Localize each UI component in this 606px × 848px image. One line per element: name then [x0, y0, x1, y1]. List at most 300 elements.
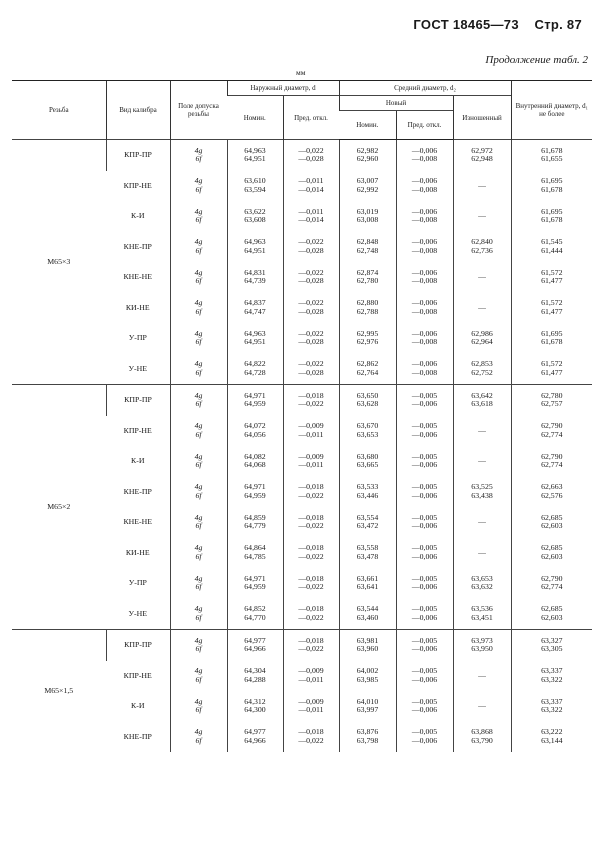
thread-cell: М65×2 [12, 385, 106, 630]
unit-label: мм [296, 68, 306, 77]
worn-cell-value: 62,853 [471, 359, 493, 369]
d2-deviation-cell-value: —0,006 [411, 490, 438, 500]
d-nominal-cell [227, 293, 283, 324]
d1-cell-value: 63,144 [541, 735, 563, 745]
d2-deviation-cell-value: —0,005 [411, 666, 438, 676]
d1-cell [511, 354, 592, 385]
d-nominal-cell [227, 691, 283, 722]
d2-nominal-cell-value: 62,748 [356, 245, 379, 255]
worn-cell-value: 63,536 [471, 604, 493, 614]
d2-deviation-cell [396, 568, 453, 599]
d-nominal-cell [227, 477, 283, 508]
d1-cell-value: 61,572 [541, 267, 563, 277]
table-continuation-label: Продолжение табл. 2 [485, 54, 588, 66]
d2-deviation-cell [396, 416, 453, 447]
d2-deviation-cell-value: —0,008 [411, 245, 438, 255]
d-nominal-cell-value: 64,072 [244, 421, 266, 431]
d2-deviation-cell-value: —0,005 [411, 635, 438, 645]
d-nominal-cell-value: 64,068 [244, 460, 266, 470]
gauge-type-cell: У-ПР [128, 578, 147, 587]
worn-cell-value: 63,950 [471, 644, 493, 654]
d-deviation-cell-value: —0,009 [298, 451, 324, 461]
d-deviation-cell [283, 630, 339, 661]
d2-nominal-cell-value: 62,780 [356, 276, 379, 286]
thread-cell: М65×1,5 [12, 630, 106, 753]
header-new: Новый [339, 96, 453, 111]
tolerance-cell-value: 4g [194, 267, 203, 277]
d2-nominal-cell [339, 232, 396, 263]
worn-cell [453, 385, 511, 416]
tolerance-cell [170, 507, 227, 538]
worn-cell-value: 63,790 [471, 735, 493, 745]
d-nominal-cell-value: 64,977 [244, 727, 266, 737]
d-nominal-cell [227, 446, 283, 477]
d-nominal-cell-value: 64,951 [244, 337, 266, 347]
d-deviation-cell-value: —0,022 [298, 551, 324, 561]
worn-cell-value: 63,438 [471, 490, 493, 500]
d-nominal-cell-value: 63,622 [244, 206, 266, 216]
d-deviation-cell-value: —0,022 [298, 612, 324, 622]
tolerance-cell [170, 722, 227, 753]
d1-cell-value: 63,305 [541, 644, 563, 654]
header-inner-diameter: Внутренний диаметр, d₁ не более [511, 81, 592, 140]
d2-nominal-cell-value: 62,862 [356, 359, 379, 369]
d-deviation-cell [283, 262, 339, 293]
d2-nominal-cell-value: 63,554 [356, 512, 379, 522]
d1-cell [511, 323, 592, 354]
d-nominal-cell-value: 64,864 [244, 543, 266, 553]
d-deviation-cell-value: —0,018 [298, 512, 324, 522]
worn-cell-value: — [478, 425, 486, 435]
d-deviation-cell-value: —0,009 [298, 666, 324, 676]
tolerance-cell [170, 385, 227, 416]
d2-deviation-cell [396, 323, 453, 354]
d1-cell-value: 63,337 [541, 696, 563, 706]
d2-nominal-cell [339, 722, 396, 753]
page-header [413, 17, 582, 32]
tolerance-cell-value: 4g [194, 666, 203, 676]
worn-cell [453, 293, 511, 324]
d-nominal-cell-value: 64,056 [244, 429, 266, 439]
d2-deviation-cell-value: —0,005 [411, 482, 438, 492]
tolerance-cell [170, 293, 227, 324]
worn-cell [453, 568, 511, 599]
worn-cell [453, 416, 511, 447]
tolerance-cell [170, 661, 227, 692]
d1-cell [511, 722, 592, 753]
d2-deviation-cell [396, 354, 453, 385]
d2-nominal-cell-value: 63,019 [356, 206, 379, 216]
d2-nominal-cell [339, 507, 396, 538]
tolerance-cell-value: 6f [195, 460, 202, 470]
d-nominal-cell-value: 64,852 [244, 604, 266, 614]
d2-deviation-cell-value: —0,005 [411, 696, 438, 706]
d2-deviation-cell [396, 171, 453, 202]
gauge-type-cell: КПР-ПР [106, 630, 170, 661]
d2-nominal-cell-value: 63,478 [356, 551, 379, 561]
worn-cell-value: 62,986 [471, 328, 493, 338]
d2-nominal-cell [339, 262, 396, 293]
d2-deviation-cell [396, 722, 453, 753]
gauge-type-cell: КПР-ПР [106, 385, 170, 416]
d-nominal-cell [227, 323, 283, 354]
d2-nominal-cell-value: 62,848 [356, 237, 379, 247]
d2-nominal-cell-value: 63,472 [356, 521, 379, 531]
d-deviation-cell-value: —0,009 [298, 421, 324, 431]
worn-cell-value: 63,451 [471, 612, 493, 622]
d-nominal-cell [227, 354, 283, 385]
d1-cell-value: 62,603 [541, 551, 563, 561]
d2-deviation-cell-value: —0,006 [411, 644, 438, 654]
d-nominal-cell [227, 722, 283, 753]
d-deviation-cell-value: —0,028 [298, 245, 324, 255]
d1-cell [511, 262, 592, 293]
d1-cell-value: 63,327 [541, 635, 563, 645]
d2-deviation-cell-value: —0,008 [411, 215, 438, 225]
d2-deviation-cell-value: —0,006 [411, 521, 438, 531]
tolerance-cell-value: 6f [195, 644, 202, 654]
d1-cell [511, 538, 592, 569]
table-body [12, 140, 592, 753]
d-nominal-cell [227, 661, 283, 692]
d-nominal-cell [227, 232, 283, 263]
tolerance-cell-value: 6f [195, 674, 202, 684]
tolerance-cell-value: 6f [195, 551, 202, 561]
d2-nominal-cell-value: 63,997 [356, 705, 379, 715]
tolerance-cell-value: 4g [194, 206, 203, 216]
d-deviation-cell-value: —0,011 [298, 460, 324, 470]
d-deviation-cell [283, 385, 339, 416]
gauge-type-cell: КНЕ-НЕ [123, 517, 153, 526]
worn-cell-value: 62,736 [471, 245, 493, 255]
tolerance-cell [170, 691, 227, 722]
d-deviation-cell-value: —0,018 [298, 727, 324, 737]
gauge-type-cell: У-ПР [128, 333, 147, 342]
page-number: Стр. 87 [534, 17, 582, 32]
worn-cell [453, 262, 511, 293]
d-nominal-cell-value: 64,951 [244, 245, 266, 255]
worn-cell [453, 691, 511, 722]
d2-nominal-cell-value: 63,007 [356, 176, 379, 186]
worn-cell-value: — [478, 211, 486, 220]
d1-cell-value: 62,780 [541, 390, 563, 400]
d1-cell [511, 477, 592, 508]
d-nominal-cell-value: 64,971 [244, 482, 266, 492]
gauge-type-cell: КИ-НЕ [125, 547, 150, 557]
d-deviation-cell-value: —0,022 [298, 582, 324, 592]
d2-nominal-cell-value: 64,010 [356, 696, 379, 706]
standard-number: ГОСТ 18465—73 [413, 17, 519, 32]
d1-cell [511, 385, 592, 416]
d-deviation-cell-value: —0,011 [298, 674, 324, 684]
d1-cell [511, 691, 592, 722]
gauge-type-cell: КПР-НЕ [123, 180, 152, 190]
d-nominal-cell [227, 262, 283, 293]
header-d-limit-dev: Пред. откл. [283, 96, 339, 140]
tolerance-cell-value: 4g [194, 359, 203, 369]
d-deviation-cell [283, 232, 339, 263]
d-nominal-cell-value: 64,859 [244, 512, 266, 522]
d2-deviation-cell [396, 140, 453, 171]
d-deviation-cell-value: —0,014 [298, 215, 324, 225]
d-nominal-cell [227, 171, 283, 202]
d1-cell [511, 293, 592, 324]
d-nominal-cell [227, 568, 283, 599]
tolerance-cell [170, 416, 227, 447]
tolerance-cell-value: 6f [195, 306, 202, 316]
d-deviation-cell [283, 171, 339, 202]
worn-cell-value: 62,840 [471, 237, 493, 247]
d2-nominal-cell [339, 385, 396, 416]
d2-nominal-cell [339, 661, 396, 692]
gauge-type-cell: КПР-НЕ [123, 670, 152, 680]
d2-nominal-cell [339, 599, 396, 630]
d2-deviation-cell-value: —0,006 [411, 359, 438, 369]
worn-cell [453, 507, 511, 538]
tolerance-cell-value: 6f [195, 705, 202, 715]
tolerance-cell-value: 6f [195, 429, 202, 439]
d-nominal-cell-value: 64,837 [244, 298, 266, 308]
d1-cell-value: 61,695 [541, 206, 563, 216]
d1-cell [511, 201, 592, 232]
d1-cell-value: 62,774 [541, 429, 563, 439]
d1-cell-value: 62,774 [541, 460, 563, 470]
worn-cell-value: — [478, 701, 486, 710]
gauge-type-cell: К-И [131, 456, 145, 465]
d1-cell-value: 62,790 [541, 421, 563, 431]
d2-nominal-cell [339, 354, 396, 385]
d2-deviation-cell [396, 293, 453, 324]
d-deviation-cell-value: —0,018 [298, 543, 324, 553]
d-deviation-cell-value: —0,022 [298, 328, 324, 338]
d-deviation-cell-value: —0,022 [298, 145, 324, 155]
d2-deviation-cell [396, 446, 453, 477]
header-gauge-type: Вид калибра [106, 81, 170, 140]
tolerance-cell-value: 6f [195, 276, 202, 286]
header-d2-nominal: Номин. [339, 111, 396, 140]
worn-cell-value: — [478, 302, 486, 312]
tolerance-cell [170, 446, 227, 477]
d2-nominal-cell-value: 62,764 [356, 367, 379, 377]
d2-nominal-cell-value: 63,008 [356, 215, 379, 225]
d1-cell-value: 61,444 [541, 245, 563, 255]
d1-cell-value: 62,757 [541, 399, 563, 409]
d-deviation-cell-value: —0,022 [298, 644, 324, 654]
d2-nominal-cell-value: 63,650 [356, 390, 379, 400]
d-deviation-cell-value: —0,028 [298, 367, 324, 377]
d1-cell-value: 61,695 [541, 328, 563, 338]
d-deviation-cell [283, 354, 339, 385]
tolerance-cell-value: 6f [195, 337, 202, 347]
d-nominal-cell-value: 64,747 [244, 306, 266, 316]
d-deviation-cell-value: —0,022 [298, 521, 324, 531]
d2-nominal-cell-value: 63,876 [356, 727, 379, 737]
worn-cell-value: 63,618 [471, 399, 493, 409]
d2-deviation-cell-value: —0,008 [411, 367, 438, 377]
d1-cell-value: 62,790 [541, 573, 563, 583]
d-nominal-cell [227, 538, 283, 569]
d-deviation-cell-value: —0,018 [298, 604, 324, 614]
d2-deviation-cell-value: —0,005 [411, 573, 438, 583]
d2-deviation-cell-value: —0,006 [411, 582, 438, 592]
tolerance-cell-value: 6f [195, 490, 202, 500]
d-deviation-cell [283, 538, 339, 569]
d2-nominal-cell-value: 63,680 [356, 451, 379, 461]
d2-nominal-cell [339, 477, 396, 508]
tolerance-cell-value: 6f [195, 735, 202, 745]
tolerance-cell-value: 4g [194, 328, 203, 338]
d2-nominal-cell-value: 63,533 [356, 482, 379, 492]
d2-nominal-cell [339, 323, 396, 354]
d2-nominal-cell-value: 63,460 [356, 612, 379, 622]
tolerance-cell-value: 4g [194, 604, 203, 614]
d-nominal-cell-value: 64,822 [244, 359, 266, 369]
d2-deviation-cell-value: —0,006 [411, 267, 438, 277]
d-nominal-cell-value: 64,312 [244, 696, 266, 706]
d2-nominal-cell-value: 63,960 [356, 644, 379, 654]
d1-cell-value: 61,655 [541, 154, 563, 164]
gauge-type-cell: КПР-ПР [106, 140, 170, 171]
d-deviation-cell-value: —0,014 [298, 184, 324, 194]
d2-deviation-cell-value: —0,006 [411, 145, 438, 155]
d-nominal-cell-value: 64,288 [244, 674, 266, 684]
d2-deviation-cell-value: —0,006 [411, 705, 438, 715]
tolerance-cell [170, 477, 227, 508]
d2-deviation-cell [396, 599, 453, 630]
worn-cell-value: 63,973 [471, 635, 493, 645]
d-nominal-cell-value: 64,951 [244, 154, 266, 164]
worn-cell [453, 630, 511, 661]
d2-nominal-cell [339, 140, 396, 171]
d2-deviation-cell-value: —0,005 [411, 543, 438, 553]
d2-deviation-cell [396, 630, 453, 661]
gauge-type-cell: К-И [131, 701, 145, 710]
header-thread: Резьба [12, 81, 106, 140]
d2-nominal-cell-value: 62,960 [356, 154, 379, 164]
d-nominal-cell-value: 63,608 [244, 215, 266, 225]
gauge-type-cell: КНЕ-ПР [123, 241, 152, 251]
d1-cell-value: 62,576 [541, 490, 563, 500]
worn-cell [453, 599, 511, 630]
tolerance-cell-value: 6f [195, 582, 202, 592]
gauge-type-cell: КНЕ-ПР [123, 731, 152, 741]
worn-cell-value: — [478, 517, 486, 526]
d2-deviation-cell-value: —0,006 [411, 735, 438, 745]
d-nominal-cell-value: 64,959 [244, 399, 266, 409]
d1-cell-value: 62,603 [541, 521, 563, 531]
d2-nominal-cell-value: 64,002 [356, 666, 379, 676]
gauge-type-cell: КПР-НЕ [123, 425, 152, 435]
d2-deviation-cell-value: —0,005 [411, 390, 438, 400]
header-pitch-diameter: Средний диаметр, d₂ [339, 81, 511, 96]
d1-cell-value: 61,477 [541, 367, 563, 377]
d2-deviation-cell [396, 661, 453, 692]
gauge-type-cell: КНЕ-НЕ [123, 272, 153, 281]
d1-cell [511, 446, 592, 477]
d2-nominal-cell [339, 293, 396, 324]
d-nominal-cell-value: 64,959 [244, 490, 266, 500]
tolerance-cell-value: 4g [194, 176, 203, 186]
d-nominal-cell-value: 64,739 [244, 276, 266, 286]
d2-deviation-cell-value: —0,006 [411, 206, 438, 216]
tolerance-cell [170, 630, 227, 661]
d2-nominal-cell-value: 63,670 [356, 421, 379, 431]
d1-cell-value: 61,695 [541, 176, 563, 186]
tolerance-cell [170, 232, 227, 263]
d-nominal-cell-value: 64,779 [244, 521, 266, 531]
worn-cell [453, 446, 511, 477]
worn-cell-value: — [478, 547, 486, 557]
worn-cell-value: 62,964 [471, 337, 493, 347]
tolerance-cell-value: 6f [195, 367, 202, 377]
d2-nominal-cell-value: 62,880 [356, 298, 379, 308]
d2-deviation-cell-value: —0,006 [411, 399, 438, 409]
worn-cell [453, 722, 511, 753]
d2-nominal-cell-value: 63,558 [356, 543, 379, 553]
d2-deviation-cell-value: —0,005 [411, 512, 438, 522]
d2-nominal-cell-value: 62,976 [356, 337, 379, 347]
d2-deviation-cell-value: —0,005 [411, 604, 438, 614]
d-deviation-cell [283, 599, 339, 630]
d2-nominal-cell-value: 63,446 [356, 490, 379, 500]
d2-nominal-cell-value: 63,641 [356, 582, 379, 592]
tolerance-cell-value: 6f [195, 154, 202, 164]
d-deviation-cell [283, 477, 339, 508]
d-nominal-cell-value: 64,966 [244, 735, 266, 745]
d1-cell [511, 599, 592, 630]
d-nominal-cell-value: 64,963 [244, 145, 266, 155]
d2-deviation-cell [396, 691, 453, 722]
d1-cell-value: 61,678 [541, 215, 563, 225]
d2-deviation-cell-value: —0,006 [411, 328, 438, 338]
tolerance-cell [170, 171, 227, 202]
tolerance-cell-value: 6f [195, 245, 202, 255]
d-deviation-cell [283, 140, 339, 171]
tolerance-cell-value: 4g [194, 635, 203, 645]
d2-nominal-cell [339, 691, 396, 722]
tolerance-cell [170, 201, 227, 232]
tolerance-cell-value: 4g [194, 421, 203, 431]
d2-deviation-cell [396, 507, 453, 538]
d2-deviation-cell-value: —0,008 [411, 337, 438, 347]
worn-cell [453, 323, 511, 354]
tolerance-cell-value: 4g [194, 482, 203, 492]
d-nominal-cell [227, 599, 283, 630]
d-deviation-cell-value: —0,028 [298, 337, 324, 347]
d-deviation-cell-value: —0,022 [298, 490, 324, 500]
d-nominal-cell-value: 64,082 [244, 451, 266, 461]
d-nominal-cell-value: 64,966 [244, 644, 266, 654]
d-deviation-cell-value: —0,022 [298, 267, 324, 277]
table-row [12, 630, 592, 661]
d-deviation-cell-value: —0,028 [298, 276, 324, 286]
d-deviation-cell-value: —0,011 [298, 705, 324, 715]
d1-cell [511, 507, 592, 538]
tolerance-cell-value: 6f [195, 521, 202, 531]
d1-cell-value: 61,477 [541, 276, 563, 286]
d-nominal-cell-value: 64,959 [244, 582, 266, 592]
header-d-nominal: Номин. [227, 96, 283, 140]
worn-cell-value: 63,653 [471, 573, 493, 583]
d2-nominal-cell-value: 63,653 [356, 429, 379, 439]
d2-deviation-cell-value: —0,006 [411, 674, 438, 684]
d2-nominal-cell-value: 63,798 [356, 735, 379, 745]
d2-nominal-cell-value: 63,544 [356, 604, 379, 614]
d-nominal-cell [227, 507, 283, 538]
d2-nominal-cell-value: 63,985 [356, 674, 379, 684]
worn-cell-value: 62,972 [471, 145, 493, 155]
d-deviation-cell [283, 507, 339, 538]
